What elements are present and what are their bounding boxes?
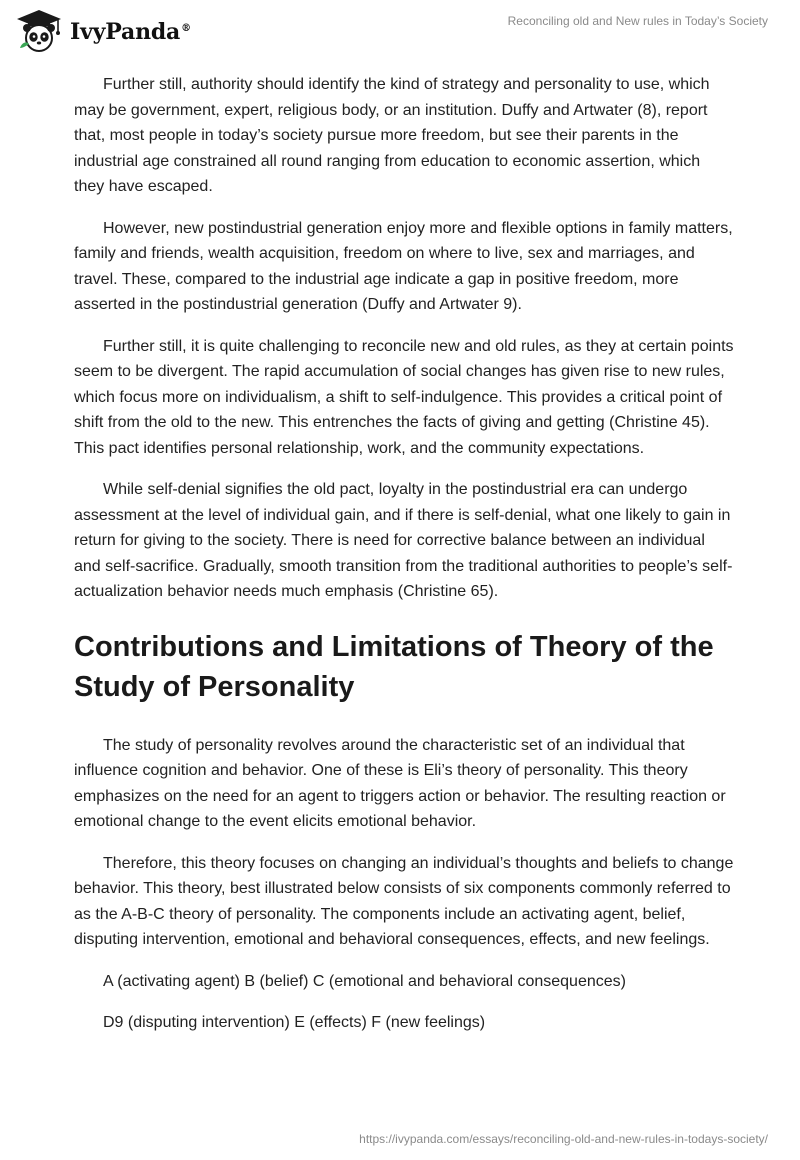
essay-content (74, 72, 734, 1052)
abc-formula-line: A (activating agent) B (belief) C (emotional and behavioral consequences) (103, 972, 626, 990)
site-logo[interactable] (14, 8, 191, 52)
panda-graduate-icon (14, 8, 64, 52)
running-title: Reconciling old and New rules in Today’s Society (507, 14, 768, 28)
paragraph: Further still, authority should identify the kind of strategy and personality to use, which may be government, expert, religious body, or an institution. Duffy and Artwater (8), report that, most people in today’s society pursue more freedom, but see their parents in the industrial age constrained all round ranging from education to economic assertion, which they have escaped. (74, 76, 710, 195)
paragraph: However, new postindustrial generation enjoy more and flexible options in family matters, family and friends, wealth acquisition, freedom on where to live, sex and marriages, and travel. These, compared to the industrial age indicate a gap in positive freedom, more asserted in the postindustrial generation (Duffy and Artwater 9). (74, 219, 733, 313)
paragraph: Therefore, this theory focuses on changing an individual’s thoughts and beliefs to change behavior. This theory, best illustrated below consists of six components commonly referred to as the A-B-C theory of personality. The components include an activating agent, belief, disputing intervention, emotional and behavioral consequences, effects, and new feelings. (74, 854, 734, 948)
paragraph: The study of personality revolves around the characteristic set of an individual that influence cognition and behavior. One of these is Eli’s theory of personality. This theory emphasizes on the need for an agent to triggers action or behavior. The resulting reaction or emotional change to the event elicits emotional behavior. (74, 736, 726, 830)
page-header (0, 0, 800, 60)
section-heading: Contributions and Limitations of Theory of the Study of Personality (74, 630, 714, 703)
source-url[interactable]: https://ivypanda.com/essays/reconciling-old-and-new-rules-in-todays-society/ (359, 1132, 768, 1146)
abc-formula-line: D9 (disputing intervention) E (effects) F (new feelings) (103, 1014, 486, 1031)
paragraph: Further still, it is quite challenging to reconcile new and old rules, as they at certain points seem to be divergent. The rapid accumulation of social changes has given rise to new rules, which focus more on individualism, a shift to self-indulgence. This provides a critical point of shift from the old to the new. This entrenches the facts of giving and getting (Christine 45). This pact identifies personal relationship, work, and the community expectations. (74, 337, 734, 457)
logo-wordmark: IvyPanda® (70, 19, 191, 45)
paragraph: While self-denial signifies the old pact, loyalty in the postindustrial era can undergo assessment at the level of individual gain, and if there is self-denial, what one likely to gain in return for giving to the society. There is need for corrective balance between an individual and self-sacrifice. Gradually, smooth transition from the traditional authorities to people’s self-actualization behavior needs much emphasis (Christine 65). (74, 481, 733, 600)
